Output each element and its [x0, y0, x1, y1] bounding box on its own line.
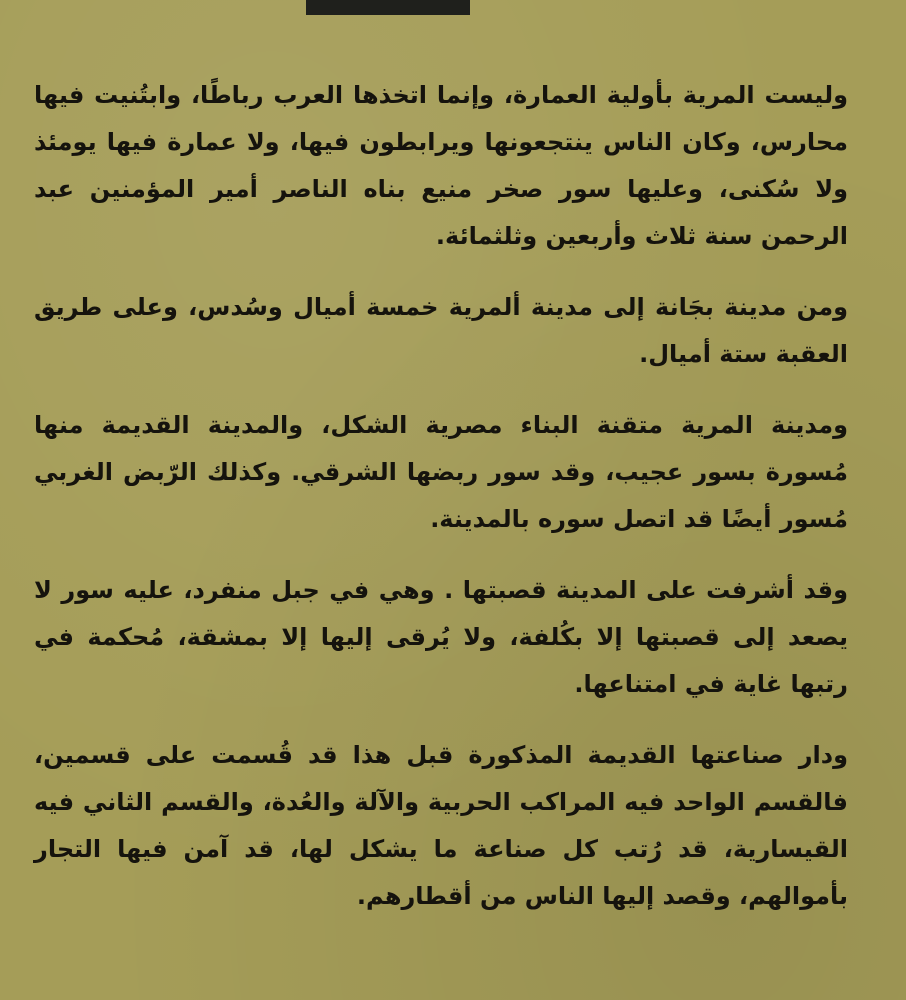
- paragraph-3: ومدينة المرية متقنة البناء مصرية الشكل، والمدينة القديمة منها مُسورة بسور عجيب، وقد سور ربضها الشرقي. وكذلك الرّبض الغربي مُسور أيضًا قد اتصل سوره بالمدينة.: [34, 411, 848, 533]
- paragraph-2: ومن مدينة بجَانة إلى مدينة ألمرية خمسة أميال وسُدس، وعلى طريق العقبة ستة أميال.: [34, 293, 848, 368]
- paragraph-1: وليست المرية بأولية العمارة، وإنما اتخذها العرب رباطًا، وابتُنيت فيها محارس، وكان الناس ينتجعونها ويرابطون فيها، ولا عمارة فيها يومئذ ولا سُكنى، وعليها سور صخر منيع بناه الناصر أمير المؤمنين عبد الرحمن سنة ثلاث وأربعين وثلثمائة.: [34, 81, 848, 250]
- page-text: [34, 72, 848, 944]
- paragraph-4: وقد أشرفت على المدينة قصبتها . وهي في جبل منفرد، عليه سور لا يصعد إلى قصبتها إلا بكُلفة، ولا يُرقى إليها إلا بمشقة، مُحكمة في رتبها غاية في امتناعها.: [34, 576, 848, 698]
- top-dark-tab: [306, 0, 470, 15]
- paragraph-5: ودار صناعتها القديمة المذكورة قبل هذا قد قُسمت على قسمين، فالقسم الواحد فيه المراكب الحربية والآلة والعُدة، والقسم الثاني فيه القيسارية، قد رُتب كل صناعة ما يشكل لها، قد آمن فيها التجار بأموالهم، وقصد إليها الناس من أقطارهم.: [34, 741, 848, 910]
